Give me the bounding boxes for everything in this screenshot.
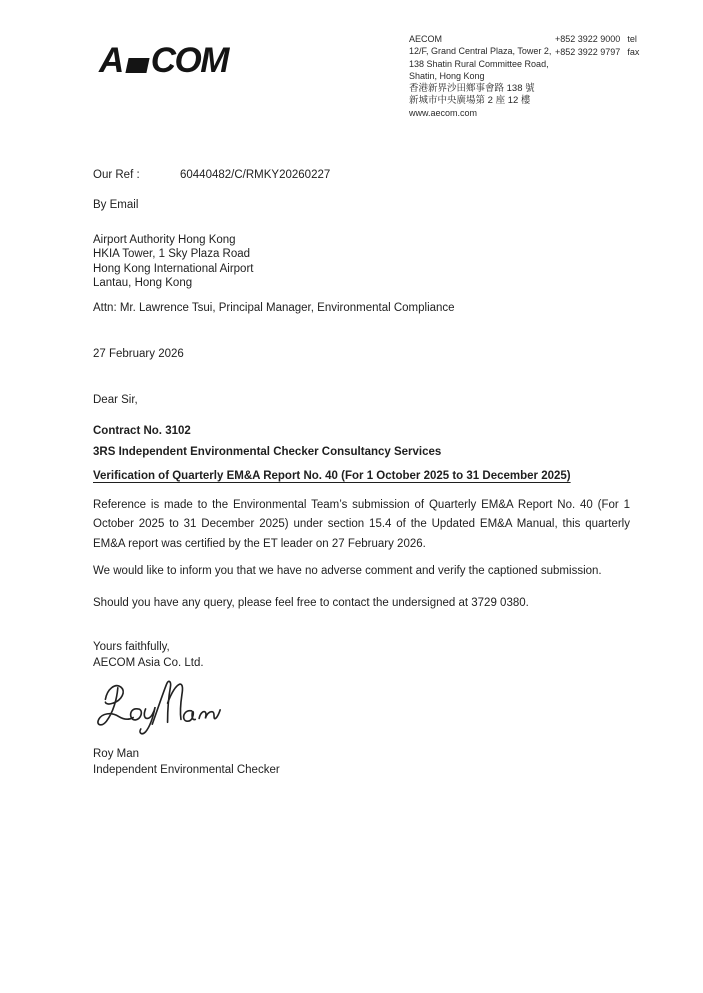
letterhead-address-line-chinese: 香港新界沙田鄉事會路 138 號 bbox=[409, 82, 535, 94]
fax-number: +852 3922 9797 bbox=[555, 46, 621, 57]
letterhead-address-block bbox=[409, 33, 551, 120]
signatory-block bbox=[93, 746, 280, 778]
delivery-method: By Email bbox=[93, 199, 139, 211]
body-paragraph-3: Should you have any query, please feel free to contact the undersigned at 3729 0380. bbox=[93, 597, 529, 609]
subject-heading-block bbox=[93, 421, 441, 462]
signature-ink-icon bbox=[92, 676, 224, 738]
letter-date: 27 February 2026 bbox=[93, 348, 184, 360]
letterhead-company: AECOM bbox=[409, 34, 443, 44]
signatory-title: Independent Environmental Checker bbox=[93, 764, 280, 777]
aecom-logo bbox=[99, 41, 228, 80]
tel-number: +852 3922 9000 bbox=[555, 34, 621, 44]
subject-title-line: Verification of Quarterly EM&A Report No. 40 (For 1 October 2025 to 31 December 2025) bbox=[93, 470, 571, 482]
closing-block bbox=[93, 639, 204, 672]
letterhead-fax bbox=[555, 46, 639, 59]
logo-letters-com: COM bbox=[150, 41, 228, 80]
recipient-address-block bbox=[93, 233, 253, 290]
letterhead-address-line: 12/F, Grand Central Plaza, Tower 2, bbox=[409, 46, 552, 57]
reference-label: Our Ref : bbox=[93, 169, 140, 181]
recipient-address-line: HKIA Tower, 1 Sky Plaza Road bbox=[93, 248, 251, 261]
reference-value: 60440482/C/RMKY20260227 bbox=[180, 169, 331, 181]
logo-letter-e-bars-icon bbox=[125, 58, 149, 73]
valediction: Yours faithfully, bbox=[93, 641, 170, 653]
signature-roy-man bbox=[92, 676, 224, 743]
tel-label: tel bbox=[627, 34, 637, 44]
salutation: Dear Sir, bbox=[93, 394, 138, 406]
fax-label: fax bbox=[627, 46, 640, 57]
recipient-address-line: Lantau, Hong Kong bbox=[93, 276, 193, 289]
body-paragraph-1: Reference is made to the Environmental Team’s submission of Quarterly EM&A Report No. 40 (For 1 October 2025 to 31 December 2025) under section 15.4 of the Updated EM&A Manual, this quarterly EM&A report was certified by the ET leader on 27 February 2026. bbox=[93, 499, 630, 550]
letterhead-address-line: 138 Shatin Rural Committee Road, bbox=[409, 58, 549, 69]
signatory-name: Roy Man bbox=[93, 748, 140, 760]
reference-row bbox=[93, 168, 330, 183]
logo-letter-a: A bbox=[99, 41, 123, 80]
letterhead-address-line-chinese: 新城市中央廣場第 2 座 12 樓 bbox=[409, 95, 531, 107]
recipient-address-line: Airport Authority Hong Kong bbox=[93, 234, 236, 246]
contract-number-line: Contract No. 3102 bbox=[93, 425, 191, 437]
closing-company: AECOM Asia Co. Ltd. bbox=[93, 657, 204, 670]
letterhead-contact-block bbox=[555, 33, 639, 58]
attention-line: Attn: Mr. Lawrence Tsui, Principal Manager, Environmental Compliance bbox=[93, 302, 455, 314]
body-paragraph-2: We would like to inform you that we have no adverse comment and verify the captioned submission. bbox=[93, 565, 602, 577]
letterhead-website: www.aecom.com bbox=[409, 108, 478, 119]
recipient-address-line: Hong Kong International Airport bbox=[93, 262, 254, 275]
service-title-line: 3RS Independent Environmental Checker Consultancy Services bbox=[93, 445, 442, 458]
letterhead-tel bbox=[555, 33, 639, 46]
letterhead-address-line: Shatin, Hong Kong bbox=[409, 71, 485, 82]
